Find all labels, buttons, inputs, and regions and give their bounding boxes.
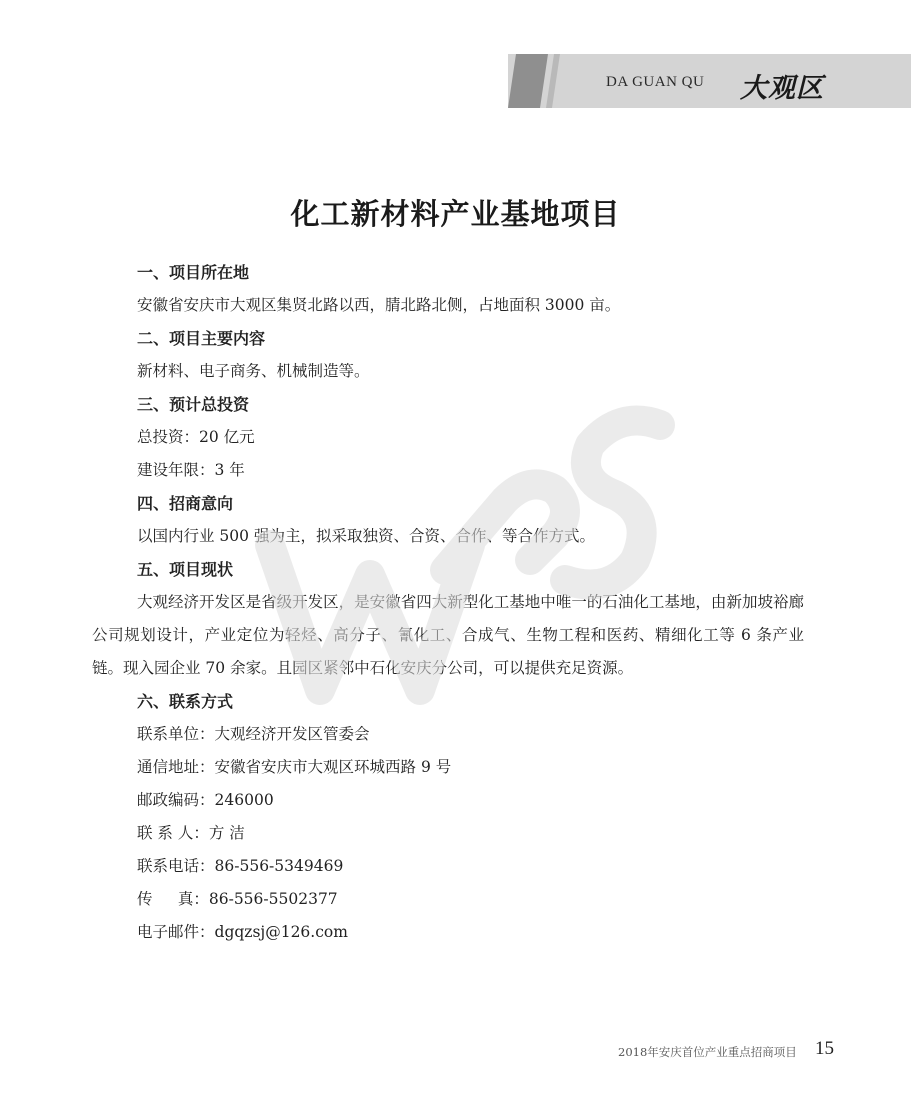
status-paragraph: 大观经济开发区是省级开发区，是安徽省四大新型化工基地中唯一的石油化工基地，由新加坡裕廊公司规划设计，产业定位为轻烃、高分子、氰化工、合成气、生物工程和医药、精细化工等 6 条产业链。现入园企业 70 余家。且园区紧邻中石化安庆分公司，可以提供充足资源。	[92, 593, 804, 677]
contact-unit-row	[92, 718, 812, 751]
contact-postcode-value: 246000	[214, 791, 274, 809]
investment-period: 建设年限：3 年	[137, 461, 245, 479]
section-heading-intent: 四、招商意向	[137, 494, 234, 513]
contact-phone-label: 联系电话：	[137, 857, 215, 875]
section-heading-content: 二、项目主要内容	[137, 329, 266, 348]
page-number: 15	[815, 1038, 834, 1059]
investment-total: 总投资：20 亿元	[137, 428, 255, 446]
section-heading-status: 五、项目现状	[137, 560, 234, 579]
contact-postcode-label: 邮政编码：	[137, 791, 215, 809]
contact-fax-value: 86-556-5502377	[208, 890, 338, 908]
page-title: 化工新材料产业基地项目	[290, 197, 621, 231]
contact-address-value: 安徽省安庆市大观区环城西路 9 号	[214, 758, 452, 776]
header-district-cn: 大观区	[740, 73, 824, 104]
footer-caption: 2018年安庆首位产业重点招商项目	[618, 1045, 797, 1059]
contact-person-value: 方 洁	[208, 824, 245, 842]
contact-address-label: 通信地址：	[137, 758, 215, 776]
contact-email-row	[92, 916, 812, 949]
contact-person-row	[92, 817, 812, 850]
content-text: 新材料、电子商务、机械制造等。	[137, 362, 370, 380]
document-body	[92, 256, 812, 949]
contact-postcode-row	[92, 784, 812, 817]
section-heading-contact: 六、联系方式	[137, 692, 234, 711]
section-heading-investment: 三、预计总投资	[137, 395, 250, 414]
contact-person-label: 联 系 人：	[137, 824, 209, 842]
contact-fax-label: 传 真：	[137, 890, 209, 908]
contact-phone-row	[92, 850, 812, 883]
contact-email-value: dgqzsj@126.com	[214, 923, 348, 941]
location-text: 安徽省安庆市大观区集贤北路以西，腈北路北侧，占地面积 3000 亩。	[137, 296, 621, 314]
contact-fax-row	[92, 883, 812, 916]
intent-text: 以国内行业 500 强为主，拟采取独资、合资、合作、等合作方式。	[137, 527, 595, 545]
header-district-en: DA GUAN QU	[606, 74, 705, 90]
header-band	[508, 54, 911, 108]
contact-email-label: 电子邮件：	[137, 923, 215, 941]
section-heading-location: 一、项目所在地	[137, 263, 250, 282]
contact-unit-label: 联系单位：	[137, 725, 215, 743]
contact-unit-value: 大观经济开发区管委会	[214, 725, 370, 743]
contact-phone-value: 86-556-5349469	[214, 857, 344, 875]
contact-address-row	[92, 751, 812, 784]
